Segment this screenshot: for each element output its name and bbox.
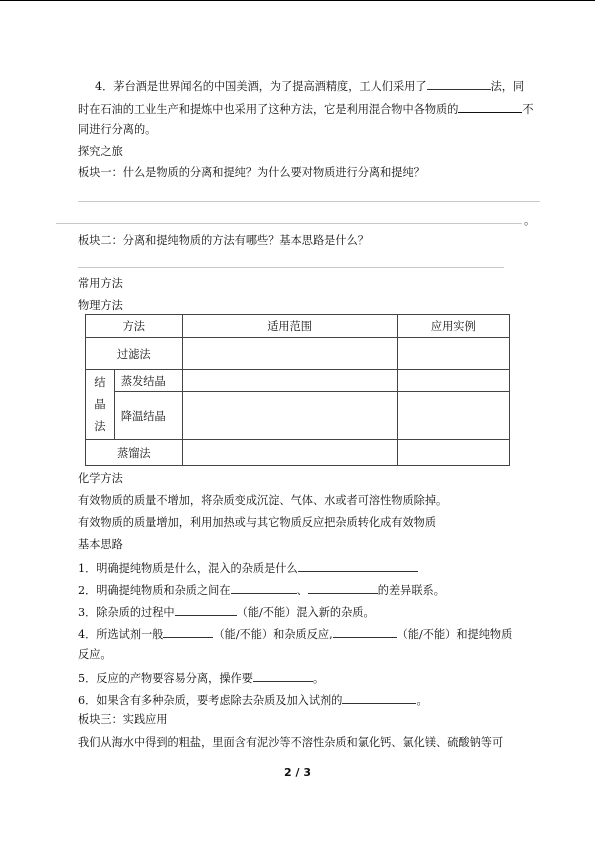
char: 结 (94, 375, 106, 389)
step-4 (78, 626, 512, 642)
physical-methods-label: 物理方法 (78, 299, 123, 312)
end-mark: 。 (524, 214, 536, 227)
page-number: 2 / 3 (284, 766, 311, 779)
q4-line3: 同进行分离的。 (78, 123, 157, 136)
scope-cell[interactable] (182, 370, 397, 392)
header-scope: 适用范围 (182, 315, 397, 338)
step-text: 。 (312, 672, 325, 685)
q4-text: 法，同 (490, 80, 525, 93)
answer-blank[interactable] (308, 582, 378, 594)
step-text: 5．反应的产物要容易分离，操作要 (78, 672, 253, 685)
scope-cell[interactable] (182, 440, 397, 466)
answer-blank[interactable] (298, 560, 418, 572)
block2-question: 板块二：分离和提纯物质的方法有哪些？基本思路是什么？ (78, 234, 369, 247)
answer-blank[interactable] (175, 604, 237, 616)
answer-blank[interactable] (333, 626, 397, 638)
answer-blank[interactable] (342, 692, 416, 704)
q4-line1 (95, 78, 524, 94)
table-row (86, 440, 510, 466)
answer-line[interactable] (78, 267, 504, 268)
header-method: 方法 (86, 315, 183, 338)
char: 晶 (94, 397, 106, 411)
step-text: 、 (296, 584, 308, 597)
evaporation-label: 蒸发结晶 (114, 370, 182, 392)
step-text: 。 (416, 694, 428, 707)
answer-blank[interactable] (253, 670, 313, 682)
answer-blank[interactable] (231, 582, 297, 594)
step-text: 的差异联系。 (377, 584, 445, 597)
char: 法 (94, 419, 106, 433)
chemical-line2: 有效物质的质量增加，利用加热或与其它物质反应把杂质转化成有效物质 (78, 516, 437, 529)
filtration-label: 过滤法 (86, 338, 183, 370)
step-text: 1．明确提纯物质是什么，混入的杂质是什么 (78, 562, 298, 575)
step-text: 6．如果含有多种杂质，要考虑除去杂质及加入试剂的 (78, 694, 343, 707)
q4-text: 4．茅台酒是世界闻名的中国美酒，为了提高酒精度，工人们采用了 (95, 80, 427, 93)
cooling-label: 降温结晶 (114, 392, 182, 440)
step-1 (78, 560, 418, 576)
chemical-line1: 有效物质的质量不增加，将杂质变成沉淀、气体、水或者可溶性物质除掉。 (78, 494, 448, 507)
example-cell[interactable] (397, 440, 509, 466)
block1-question: 板块一：什么是物质的分离和提纯？为什么要对物质进行分离和提纯？ (78, 166, 425, 179)
table-row (86, 392, 510, 440)
methods-table (85, 314, 510, 466)
step-4-cont: 反应。 (78, 648, 112, 661)
step-text: （能/不能）和提纯物质 (396, 628, 513, 641)
q4-text: 不 (522, 103, 534, 116)
header-rule (0, 0, 595, 1)
step-text: 4．所选试剂一般 (78, 628, 164, 641)
scope-cell[interactable] (182, 338, 397, 370)
answer-blank[interactable] (458, 101, 522, 113)
step-text: （能/不能）和杂质反应, (213, 628, 333, 641)
example-cell[interactable] (397, 370, 509, 392)
chemical-title: 化学方法 (78, 472, 123, 485)
block3-title: 板块三：实践应用 (78, 713, 168, 726)
step-text: 2．明确提纯物质和杂质之间在 (78, 584, 231, 597)
crystallization-group-label (86, 370, 115, 440)
explore-title: 探究之旅 (78, 145, 123, 158)
table-row (86, 338, 510, 370)
block3-text: 我们从海水中得到的粗盐，里面含有泥沙等不溶性杂质和氯化钙、氯化镁、硫酸钠等可 (78, 736, 504, 749)
table-row (86, 370, 510, 392)
example-cell[interactable] (397, 392, 509, 440)
step-text: （能/不能）混入新的杂质。 (236, 606, 375, 619)
answer-line[interactable] (78, 201, 540, 202)
scope-cell[interactable] (182, 392, 397, 440)
example-cell[interactable] (397, 338, 509, 370)
common-methods-label: 常用方法 (78, 277, 123, 290)
step-5 (78, 670, 324, 686)
answer-line[interactable] (56, 223, 522, 224)
q4-text: 时在石油的工业生产和提炼中也采用了这种方法，它是利用混合物中各物质的 (78, 103, 459, 116)
basic-idea-title: 基本思路 (78, 538, 123, 551)
header-example: 应用实例 (397, 315, 509, 338)
q4-line2 (78, 101, 534, 117)
step-text: 3．除杂质的过程中 (78, 606, 175, 619)
answer-blank[interactable] (163, 626, 213, 638)
answer-blank[interactable] (427, 78, 491, 90)
step-2 (78, 582, 445, 598)
step-6 (78, 692, 428, 708)
table-header-row (86, 315, 510, 338)
step-3 (78, 604, 375, 620)
distillation-label: 蒸馏法 (86, 440, 183, 466)
